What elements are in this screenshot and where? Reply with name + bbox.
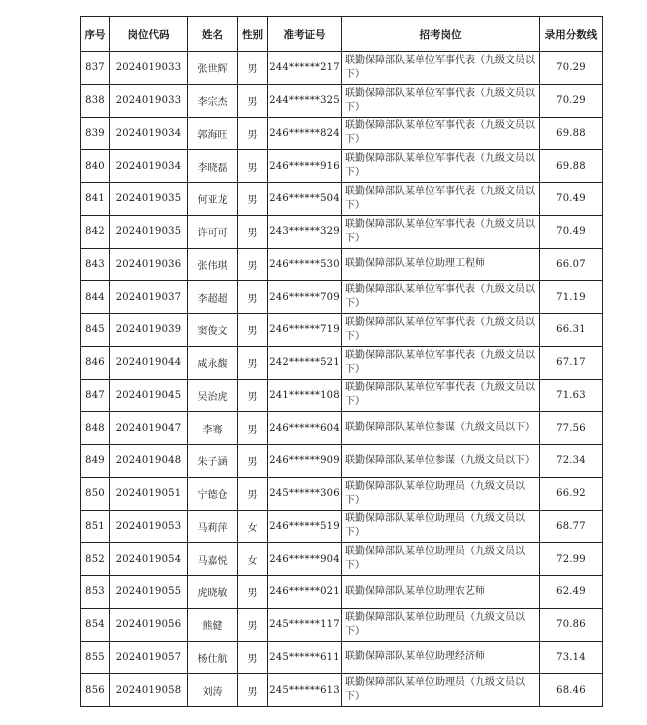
cell-ticket-number: 245******611 [268,641,342,674]
cell-gender: 男 [238,84,268,117]
cell-gender: 女 [238,510,268,543]
cell-ticket-number: 243******329 [268,215,342,248]
cell-name: 何亚龙 [188,183,238,216]
cell-gender: 男 [238,641,268,674]
cell-admission-score: 68.46 [540,674,603,707]
cell-position-code: 2024019055 [110,576,188,609]
cell-admission-score: 73.14 [540,641,603,674]
cell-gender: 男 [238,576,268,609]
cell-admission-score: 70.29 [540,52,603,85]
table-row [81,52,603,85]
cell-admission-score: 66.07 [540,248,603,281]
cell-seq: 845 [81,314,110,347]
cell-recruit-position: 联勤保障部队某单位军事代表（九级文员以下） [342,314,540,347]
cell-ticket-number: 246******530 [268,248,342,281]
table-row [81,84,603,117]
cell-position-code: 2024019058 [110,674,188,707]
cell-recruit-position: 联勤保障部队某单位军事代表（九级文员以下） [342,117,540,150]
cell-admission-score: 69.88 [540,117,603,150]
cell-name: 许可可 [188,215,238,248]
cell-admission-score: 70.49 [540,183,603,216]
table-row [81,215,603,248]
cell-seq: 838 [81,84,110,117]
cell-seq: 839 [81,117,110,150]
cell-ticket-number: 246******904 [268,543,342,576]
cell-gender: 男 [238,281,268,314]
cell-ticket-number: 246******504 [268,183,342,216]
cell-position-code: 2024019053 [110,510,188,543]
cell-seq: 855 [81,641,110,674]
cell-name: 朱子涵 [188,445,238,478]
cell-seq: 847 [81,379,110,412]
cell-name: 郭海旺 [188,117,238,150]
cell-name: 李超超 [188,281,238,314]
cell-seq: 851 [81,510,110,543]
cell-ticket-number: 246******021 [268,576,342,609]
cell-gender: 男 [238,477,268,510]
cell-ticket-number: 242******521 [268,346,342,379]
header-name: 姓名 [188,17,238,52]
cell-name: 宁德仓 [188,477,238,510]
cell-admission-score: 69.88 [540,150,603,183]
cell-gender: 男 [238,608,268,641]
cell-position-code: 2024019034 [110,117,188,150]
table-row [81,346,603,379]
cell-admission-score: 70.49 [540,215,603,248]
cell-ticket-number: 245******306 [268,477,342,510]
cell-position-code: 2024019035 [110,215,188,248]
cell-recruit-position: 联勤保障部队某单位军事代表（九级文员以下） [342,150,540,183]
cell-admission-score: 72.34 [540,445,603,478]
cell-seq: 840 [81,150,110,183]
cell-position-code: 2024019051 [110,477,188,510]
cell-position-code: 2024019047 [110,412,188,445]
table-row [81,150,603,183]
cell-name: 李宗杰 [188,84,238,117]
cell-name: 张伟琪 [188,248,238,281]
cell-ticket-number: 245******613 [268,674,342,707]
cell-seq: 846 [81,346,110,379]
cell-position-code: 2024019045 [110,379,188,412]
header-recruit-position: 招考岗位 [342,17,540,52]
cell-position-code: 2024019039 [110,314,188,347]
cell-position-code: 2024019057 [110,641,188,674]
cell-name: 吴治虎 [188,379,238,412]
cell-seq: 848 [81,412,110,445]
cell-position-code: 2024019035 [110,183,188,216]
cell-admission-score: 71.19 [540,281,603,314]
cell-admission-score: 77.56 [540,412,603,445]
cell-admission-score: 72.99 [540,543,603,576]
cell-gender: 男 [238,346,268,379]
cell-admission-score: 66.31 [540,314,603,347]
cell-position-code: 2024019044 [110,346,188,379]
table-row [81,314,603,347]
cell-name: 杨仕航 [188,641,238,674]
cell-seq: 844 [81,281,110,314]
cell-recruit-position: 联勤保障部队某单位军事代表（九级文员以下） [342,52,540,85]
cell-gender: 女 [238,543,268,576]
cell-name: 刘涛 [188,674,238,707]
cell-recruit-position: 联勤保障部队某单位助理员（九级文员以下） [342,674,540,707]
table-row [81,510,603,543]
cell-recruit-position: 联勤保障部队某单位助理员（九级文员以下） [342,510,540,543]
table-header-row [81,17,603,52]
header-position-code: 岗位代码 [110,17,188,52]
admission-score-table [80,16,603,707]
table-row [81,379,603,412]
cell-position-code: 2024019048 [110,445,188,478]
cell-ticket-number: 244******325 [268,84,342,117]
cell-position-code: 2024019056 [110,608,188,641]
cell-gender: 男 [238,150,268,183]
cell-recruit-position: 联勤保障部队某单位助理员（九级文员以下） [342,477,540,510]
cell-gender: 男 [238,248,268,281]
cell-recruit-position: 联勤保障部队某单位助理员（九级文员以下） [342,608,540,641]
cell-name: 李骞 [188,412,238,445]
cell-position-code: 2024019037 [110,281,188,314]
cell-admission-score: 70.29 [540,84,603,117]
cell-admission-score: 62.49 [540,576,603,609]
cell-ticket-number: 246******604 [268,412,342,445]
cell-seq: 843 [81,248,110,281]
header-ticket-number: 准考证号 [268,17,342,52]
cell-ticket-number: 244******217 [268,52,342,85]
cell-name: 马莉萍 [188,510,238,543]
cell-ticket-number: 246******824 [268,117,342,150]
cell-name: 马嘉悦 [188,543,238,576]
cell-recruit-position: 联勤保障部队某单位军事代表（九级文员以下） [342,84,540,117]
table-row [81,543,603,576]
cell-seq: 842 [81,215,110,248]
cell-recruit-position: 联勤保障部队某单位助理经济师 [342,641,540,674]
table-row [81,281,603,314]
table-row [81,117,603,150]
cell-name: 虎晓敏 [188,576,238,609]
cell-admission-score: 71.63 [540,379,603,412]
cell-seq: 854 [81,608,110,641]
cell-ticket-number: 246******916 [268,150,342,183]
cell-recruit-position: 联勤保障部队某单位军事代表（九级文员以下） [342,183,540,216]
cell-admission-score: 70.86 [540,608,603,641]
cell-seq: 841 [81,183,110,216]
table-row [81,412,603,445]
cell-ticket-number: 246******709 [268,281,342,314]
cell-name: 窦俊文 [188,314,238,347]
cell-position-code: 2024019034 [110,150,188,183]
table-row [81,445,603,478]
cell-gender: 男 [238,379,268,412]
cell-seq: 850 [81,477,110,510]
cell-gender: 男 [238,314,268,347]
header-seq: 序号 [81,17,110,52]
table-row [81,674,603,707]
cell-recruit-position: 联勤保障部队某单位军事代表（九级文员以下） [342,379,540,412]
cell-ticket-number: 246******909 [268,445,342,478]
cell-position-code: 2024019036 [110,248,188,281]
cell-recruit-position: 联勤保障部队某单位助理工程师 [342,248,540,281]
cell-gender: 男 [238,674,268,707]
table-row [81,183,603,216]
cell-admission-score: 67.17 [540,346,603,379]
cell-position-code: 2024019054 [110,543,188,576]
cell-recruit-position: 联勤保障部队某单位助理农艺师 [342,576,540,609]
cell-gender: 男 [238,412,268,445]
cell-recruit-position: 联勤保障部队某单位军事代表（九级文员以下） [342,346,540,379]
cell-gender: 男 [238,117,268,150]
cell-seq: 837 [81,52,110,85]
cell-ticket-number: 241******108 [268,379,342,412]
table-row [81,641,603,674]
header-gender: 性别 [238,17,268,52]
cell-seq: 853 [81,576,110,609]
table-row [81,477,603,510]
cell-name: 张世辉 [188,52,238,85]
table-row [81,248,603,281]
cell-gender: 男 [238,445,268,478]
cell-name: 李晓磊 [188,150,238,183]
cell-name: 咸永馥 [188,346,238,379]
cell-gender: 男 [238,183,268,216]
cell-admission-score: 66.92 [540,477,603,510]
table-row [81,576,603,609]
cell-gender: 男 [238,52,268,85]
cell-recruit-position: 联勤保障部队某单位参谋（九级文员以下） [342,445,540,478]
cell-recruit-position: 联勤保障部队某单位军事代表（九级文员以下） [342,215,540,248]
cell-seq: 852 [81,543,110,576]
cell-ticket-number: 246******519 [268,510,342,543]
cell-recruit-position: 联勤保障部队某单位助理员（九级文员以下） [342,543,540,576]
cell-recruit-position: 联勤保障部队某单位军事代表（九级文员以下） [342,281,540,314]
header-admission-score: 录用分数线 [540,17,603,52]
cell-admission-score: 68.77 [540,510,603,543]
cell-recruit-position: 联勤保障部队某单位参谋（九级文员以下） [342,412,540,445]
cell-position-code: 2024019033 [110,84,188,117]
cell-gender: 男 [238,215,268,248]
cell-ticket-number: 245******117 [268,608,342,641]
cell-position-code: 2024019033 [110,52,188,85]
cell-name: 熊健 [188,608,238,641]
cell-seq: 849 [81,445,110,478]
cell-ticket-number: 246******719 [268,314,342,347]
cell-seq: 856 [81,674,110,707]
table-row [81,608,603,641]
